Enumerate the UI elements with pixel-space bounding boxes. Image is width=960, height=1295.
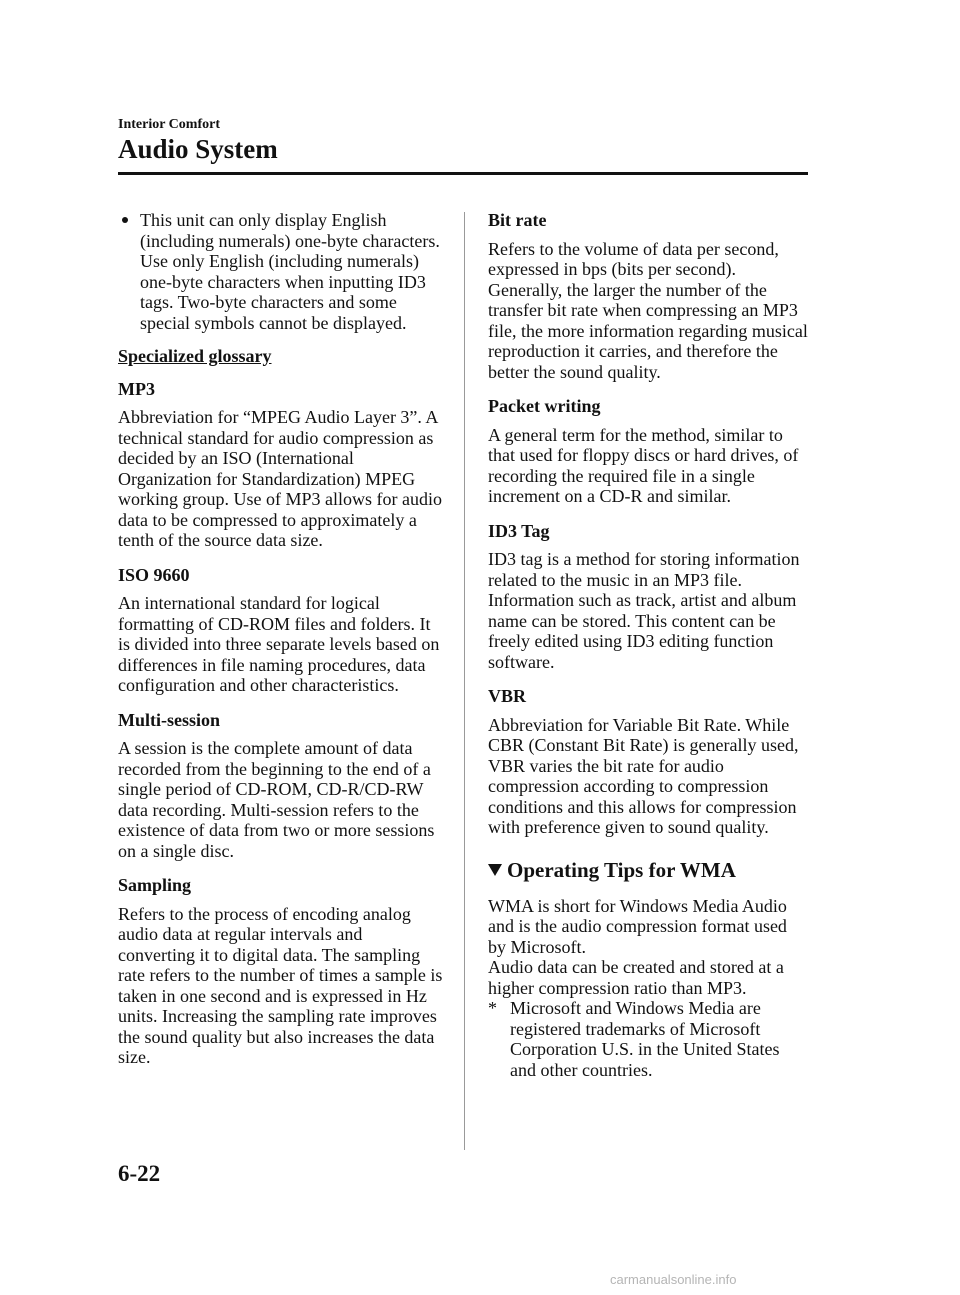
triangle-down-icon <box>488 864 502 876</box>
asterisk-mark: * <box>488 998 497 1018</box>
term-id3-tag: ID3 Tag <box>488 520 550 541</box>
wma-paragraph-1: WMA is short for Windows Media Audio and is the audio compression format used by Microsoft. <box>488 895 787 957</box>
term-sampling: Sampling <box>118 875 192 895</box>
column-divider <box>464 212 465 1150</box>
definition-iso-9660: An international standard for logical formatting of CD-ROM files and folders. It is divided into three separate levels based on differences in file naming procedures, data configuration and other characteristics. <box>118 593 440 695</box>
right-column <box>488 210 808 1080</box>
definition-mp3: Abbreviation for “MPEG Audio Layer 3”. A technical standard for audio compression as decided by an ISO (International Organization for Standardization) MPEG working group. Use of MP3 allows for audio data to be compressed to approximately a tenth of the source data size. <box>118 407 442 550</box>
definition-vbr: Abbreviation for Variable Bit Rate. While CBR (Constant Bit Rate) is generally used, VBR varies the bit rate for audio compression according to compression conditions and this allows for compression with preference given to sound quality. <box>488 714 799 837</box>
page-number: 6-22 <box>118 1161 161 1186</box>
term-mp3: MP3 <box>118 378 155 399</box>
footer-watermark: carmanualsonline.info <box>610 1272 737 1287</box>
term-bit-rate: Bit rate <box>488 210 547 230</box>
definition-packet-writing: A general term for the method, similar to that used for floppy discs or hard drives, of recording the required file in a single increment on a CD-R and similar. <box>488 424 799 506</box>
title-rule <box>118 172 808 175</box>
term-packet-writing: Packet writing <box>488 396 601 416</box>
bullet-item <box>118 210 443 333</box>
definition-sampling: Refers to the process of encoding analog audio data at regular intervals and converting it to digital data. The sampling rate refers to the number of times a sample is taken in one second and is expressed in Hz units. Increasing the sampling rate improves the sound quality but also increases the data size. <box>118 903 443 1067</box>
term-iso-9660: ISO 9660 <box>118 564 190 585</box>
trademark-note-text: Microsoft and Windows Media are registered trademarks of Microsoft Corporation U.S. in the United States and other countries. <box>510 998 780 1080</box>
wma-paragraph-2: Audio data can be created and stored at a higher compression ratio than MP3. <box>488 957 784 998</box>
section-label: Interior Comfort <box>118 117 220 132</box>
wma-heading-text: Operating Tips for WMA <box>507 857 736 882</box>
page-title: Audio System <box>118 134 278 164</box>
definition-bit-rate: Refers to the volume of data per second, expressed in bps (bits per second). Generally, the larger the number of the transfer bit rate when compressing an MP3 file, the more information regarding musical reproduction it carries, and therefore the better the sound quality. <box>488 238 808 382</box>
bullet-dot-icon <box>122 217 128 223</box>
trademark-note <box>488 998 808 1080</box>
definition-multi-session: A session is the complete amount of data recorded from the beginning to the end of a single period of CD-ROM, CD-R/CD-RW data recording. Multi-session refers to the existence of data from two or more sessions on a single disc. <box>118 738 435 861</box>
glossary-heading: Specialized glossary <box>118 346 272 366</box>
left-column <box>118 210 443 1082</box>
term-vbr: VBR <box>488 686 527 706</box>
wma-section-heading <box>488 858 808 882</box>
definition-id3-tag: ID3 tag is a method for storing information related to the music in an MP3 file. Information such as track, artist and album name can be stored. This content can be freely edited using ID3 editing function software. <box>488 549 800 672</box>
term-multi-session: Multi-session <box>118 709 221 730</box>
bullet-text: This unit can only display English (including numerals) one-byte characters. Use only English (including numerals) one-byte characters when inputting ID3 tags. Two-byte characters and some special symbols cannot be displayed. <box>140 210 440 333</box>
